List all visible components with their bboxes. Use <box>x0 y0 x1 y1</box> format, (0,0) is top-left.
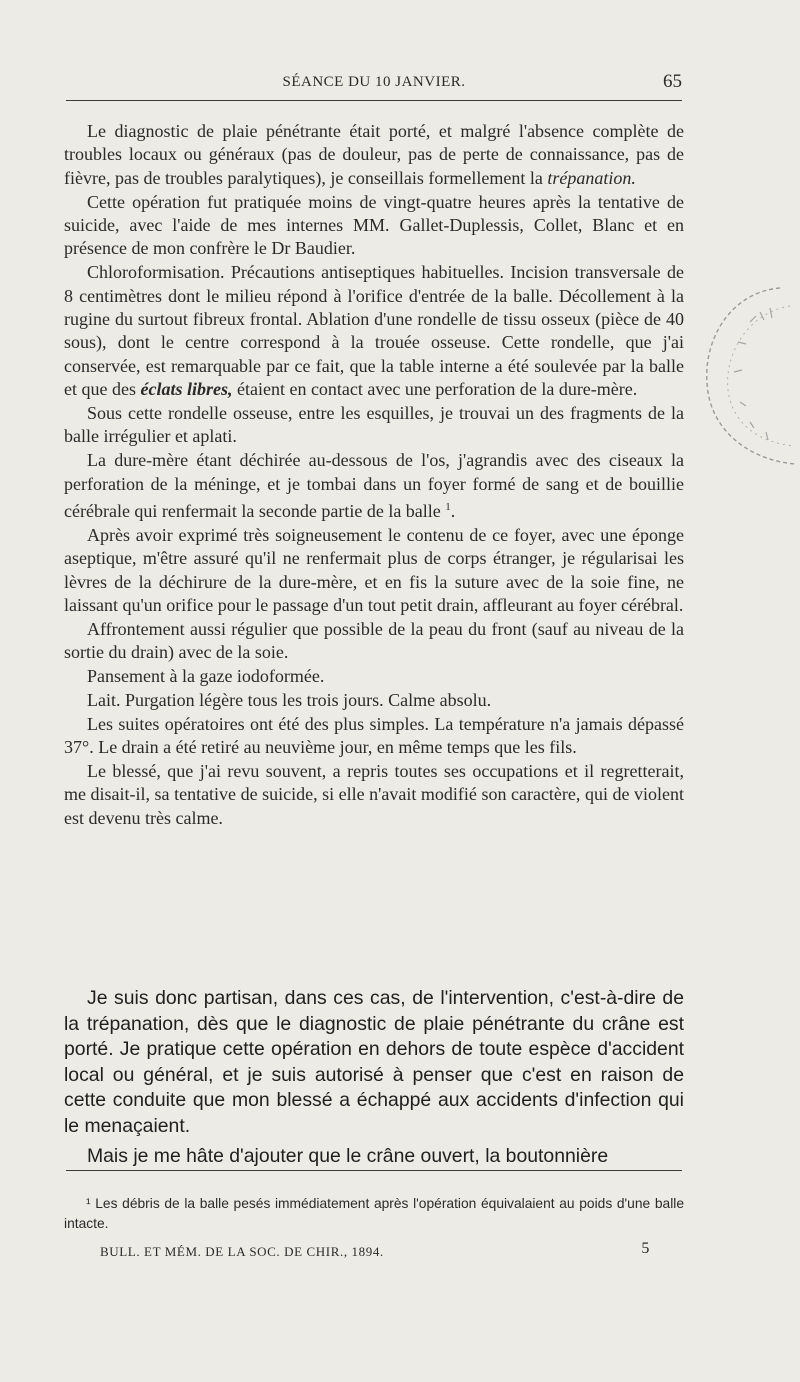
paragraph: Les suites opératoires ont été des plus simples. La température n'a jamais dépassé 37°. Le drain a été retiré au neuvième jour, en même temps que les fils. <box>64 713 684 758</box>
paragraph-text: Chloroformisation. Précautions antiseptiques habituelles. Incision transversale de 8 centimètres dont le milieu répond à l'orifice d'entrée de la balle. Décollement à la rugine du surtout fibreux frontal. Ablation d'une rondelle de tissu osseux (pièce de 40 sous), dont le centre correspond à la trouée osseuse. Cette rondelle, que j'ai conservée, est remarquable par ce fait, que la table interne a été soulevée par la balle et que des <box>64 262 684 400</box>
paragraph <box>64 261 684 401</box>
paragraph: Cette opération fut pratiquée moins de vingt-quatre heures après la tentative de suicide, avec l'aide de mes internes MM. Gallet-Duplessis, Collet, Blanc et en présence de mon confrère le Dr Baudier. <box>64 191 684 259</box>
footnote-mark: ¹ <box>86 1196 91 1211</box>
paragraph-large: Je suis donc partisan, dans ces cas, de l'intervention, c'est-à-dire de la trépanation, dès que le diagnostic de plaie pénétrante du crâne est porté. Je pratique cette opération en dehors de toute espèce d'accident local ou général, et je suis autorisé à penser que c'est en raison de cette conduite que mon blessé a échappé aux accidents d'infection qui le menaçaient. <box>64 987 684 1137</box>
paragraph-text: étaient en contact avec une perforation de la dure-mère. <box>232 379 638 400</box>
paragraph <box>64 449 684 523</box>
paragraph: Après avoir exprimé très soigneusement le contenu de ce foyer, avec une éponge aseptique, m'être assuré qu'il ne renfermait plus de corps étranger, je régularisai les lèvres de la déchirure de la dure-mère, et en fis la suture avec de la soie fine, ne laissant qu'un orifice pour le passage d'un tout petit drain, affleurant au foyer cérébral. <box>64 524 684 616</box>
body-text <box>64 120 684 830</box>
paragraph: Le blessé, que j'ai revu souvent, a repris toutes ses occupations et il regretterait, me disait-il, sa tentative de suicide, si elle n'avait modifié son caractère, qui de violent est devenu très calme. <box>64 760 684 828</box>
paragraph: Lait. Purgation légère tous les trois jours. Calme absolu. <box>87 689 492 710</box>
paragraph: Pansement à la gaze iodoformée. <box>87 666 325 687</box>
footnote-rule <box>66 1170 682 1171</box>
emphasis-trepanation: trépanation. <box>547 167 636 188</box>
paragraph-large: Mais je me hâte d'ajouter que le crâne ouvert, la boutonnière <box>87 1145 609 1167</box>
paragraph-text: Le diagnostic de plaie pénétrante était porté, et malgré l'absence complète de troubles locaux ou généraux (pas de douleur, pas de perte de connaissance, pas de fièvre, pas de troubles paralytiques), je conseillais formellement la <box>64 121 684 188</box>
page-number: 65 <box>663 71 682 92</box>
library-stamp <box>690 282 800 472</box>
emphasis-eclats-libres: éclats libres, <box>140 379 233 400</box>
page-footer <box>100 1240 650 1262</box>
footnote-text: Les débris de la balle pesés immédiatement après l'opération équivalaient au poids d'une balle intacte. <box>64 1196 684 1231</box>
signature-mark: 5 <box>641 1240 650 1257</box>
running-title: SÉANCE DU 10 JANVIER. <box>282 74 466 90</box>
footnote-reference: 1 <box>445 501 451 514</box>
paragraph-text: . <box>450 501 456 522</box>
paragraph: Affrontement aussi régulier que possible de la peau du front (sauf au niveau de la sortie du drain) avec de la soie. <box>64 618 684 663</box>
page-header <box>66 66 682 101</box>
paragraph <box>64 120 684 190</box>
conclusion-text <box>64 986 684 1170</box>
footnote <box>64 1194 684 1234</box>
paragraph: Sous cette rondelle osseuse, entre les esquilles, je trouvai un des fragments de la balle irrégulier et aplati. <box>64 403 684 447</box>
journal-reference: BULL. ET MÉM. DE LA SOC. DE CHIR., 1894. <box>100 1244 384 1259</box>
paragraph-text: La dure-mère étant déchirée au-dessous de l'os, j'agrandis avec des ciseaux la perforation de la méninge, et je tombai dans un foyer formé de sang et de bouillie cérébrale qui renfermait la seconde partie de la balle <box>64 450 684 522</box>
